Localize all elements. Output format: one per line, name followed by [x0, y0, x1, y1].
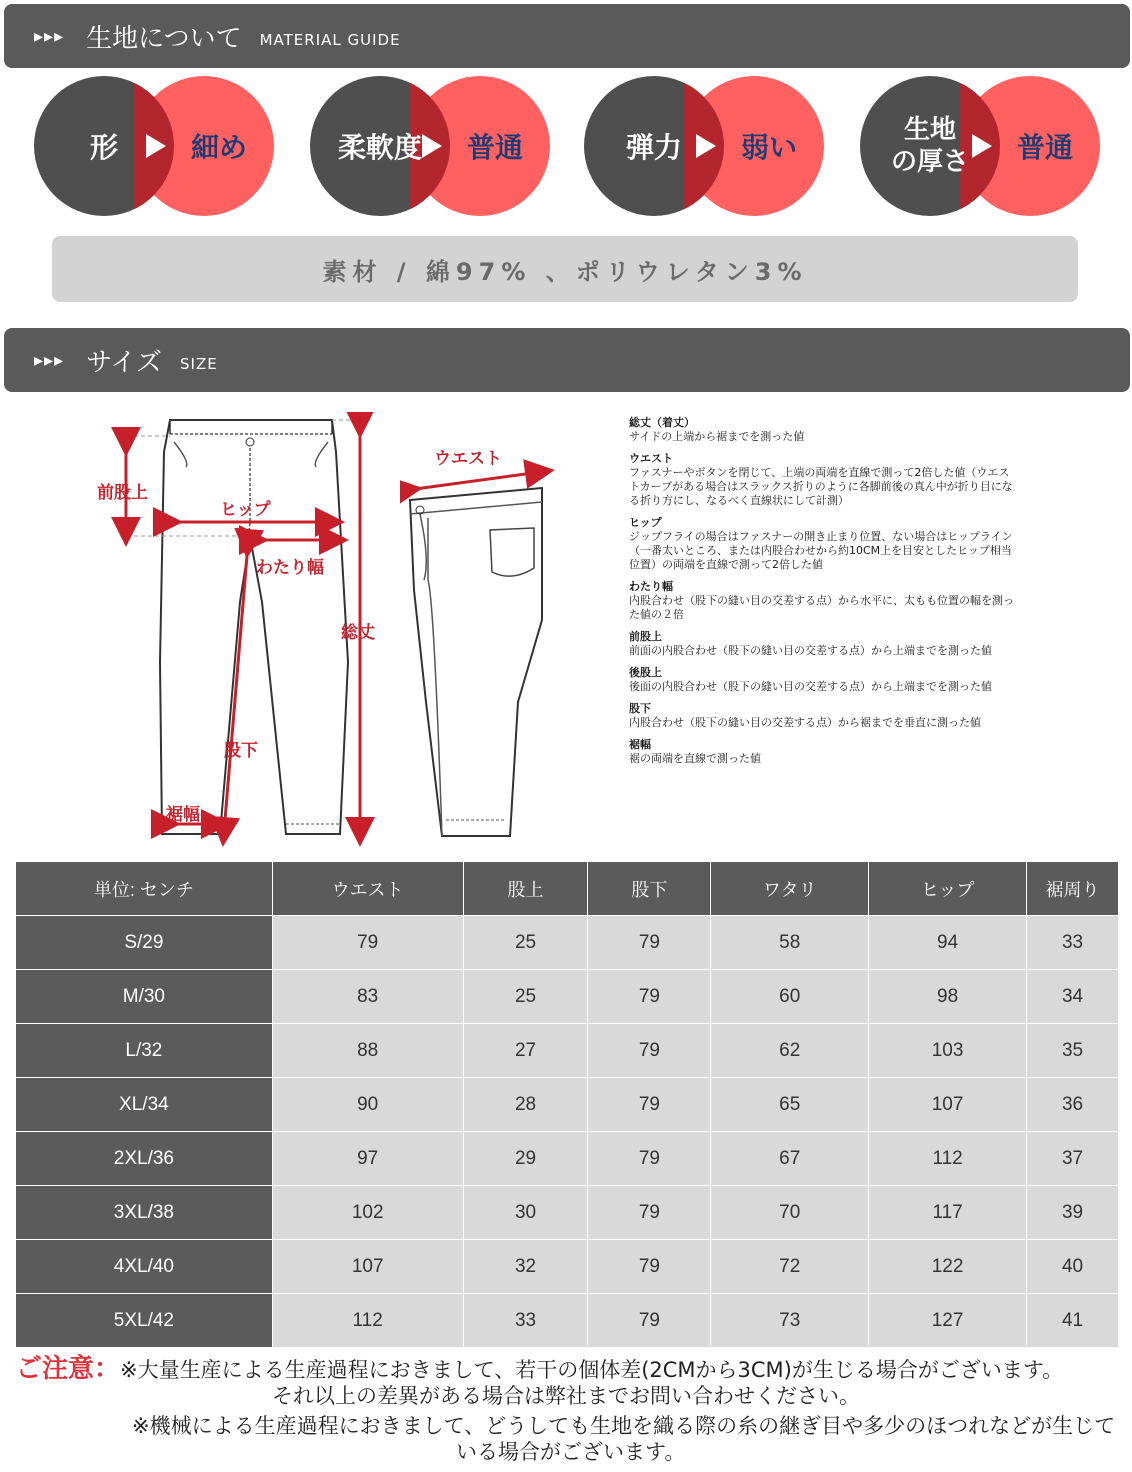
section-title: サイズ [86, 347, 163, 378]
definition-desc: 内股合わせ（股下の縫い目の交差する点）から裾までを垂直に測った値 [629, 716, 981, 729]
feature-value: 普通 [1016, 131, 1073, 164]
table-cell: 30 [463, 1186, 588, 1240]
table-cell: 32 [463, 1240, 588, 1294]
play-arrow-icon [972, 134, 992, 158]
definition-item [629, 580, 1019, 622]
side-pants-diagram [400, 440, 560, 845]
definition-item [629, 666, 1019, 694]
label-total-length: 総丈 [341, 623, 375, 643]
table-cell: 73 [711, 1294, 869, 1348]
table-cell: 36 [1027, 1078, 1119, 1132]
table-cell: 79 [588, 1078, 711, 1132]
definition-item [629, 452, 1019, 508]
table-cell: 79 [272, 916, 463, 970]
definition-item [629, 516, 1019, 572]
table-cell: 88 [272, 1024, 463, 1078]
table-cell: 103 [869, 1024, 1027, 1078]
table-cell: 107 [869, 1078, 1027, 1132]
column-header: 単位: センチ [16, 862, 273, 916]
column-header: 股下 [588, 862, 711, 916]
label-thigh: わたり幅 [256, 558, 324, 578]
notice-line: ※大量生産による生産過程におきまして、若干の個体差(2CMから3CM)が生じる場合がございます。 [120, 1358, 1064, 1382]
size-cell: XL/34 [16, 1078, 273, 1132]
column-header: ウエスト [272, 862, 463, 916]
size-cell: 2XL/36 [16, 1132, 273, 1186]
definition-term: 裾幅 [629, 738, 651, 751]
definition-item [629, 416, 1019, 444]
feature-value: 普通 [466, 131, 523, 164]
table-cell: 112 [869, 1132, 1027, 1186]
table-cell: 41 [1027, 1294, 1119, 1348]
table-row [16, 1132, 1119, 1186]
table-cell: 34 [1027, 970, 1119, 1024]
definition-term: ウエスト [629, 452, 673, 465]
table-row [16, 1240, 1119, 1294]
table-row [16, 1186, 1119, 1240]
triple-arrow-icon: ▸▸▸ [34, 349, 65, 371]
table-cell: 67 [711, 1132, 869, 1186]
definition-item [629, 738, 1019, 766]
notice-line: いる場合がございます。 [456, 1440, 686, 1464]
table-cell: 33 [1027, 916, 1119, 970]
feature-label-line1: 生地 [903, 115, 956, 145]
table-cell: 37 [1027, 1132, 1119, 1186]
feature-value: 細め [190, 131, 247, 164]
definition-desc: ファスナーやボタンを閉じて、上端の両端を直線で測って2倍した値（ウエストカーブがある場合はスラックス折りのように各脚前後の真ん中が折り目になる折り方にし、なるべく直線状にして計測） [629, 466, 1013, 507]
table-cell: 33 [463, 1294, 588, 1348]
size-cell: L/32 [16, 1024, 273, 1078]
material-composition: 素材 / 綿97% 、ポリウレタン3% [52, 236, 1078, 302]
label-inseam: 股下 [224, 741, 258, 761]
feature-label: 形 [89, 131, 118, 164]
table-cell: 79 [588, 1132, 711, 1186]
table-cell: 25 [463, 970, 588, 1024]
table-row [16, 1294, 1119, 1348]
table-cell: 40 [1027, 1240, 1119, 1294]
definition-desc: 前面の内股合わせ（股下の縫い目の交差する点）から上端までを測った値 [629, 644, 992, 657]
definition-term: 前股上 [629, 630, 662, 643]
table-cell: 28 [463, 1078, 588, 1132]
column-header: 裾周り [1027, 862, 1119, 916]
table-cell: 29 [463, 1132, 588, 1186]
table-cell: 117 [869, 1186, 1027, 1240]
table-cell: 79 [588, 916, 711, 970]
size-cell: M/30 [16, 970, 273, 1024]
label-hem: 裾幅 [166, 805, 200, 825]
table-cell: 72 [711, 1240, 869, 1294]
notice-line: ※機械による生産過程におきまして、どうしても生地を織る際の糸の継ぎ目や多少のほつれなどが生じて [132, 1414, 1116, 1438]
notice-line: それ以上の差異がある場合は弊社までお問い合わせください。 [272, 1384, 860, 1408]
label-front-rise: 前股上 [97, 483, 148, 503]
table-cell: 79 [588, 1186, 711, 1240]
definition-desc: ジップフライの場合はファスナーの開き止まり位置、ない場合はヒップライン（一番太いところ、または内股合わせから約10CM上を目安としたヒップ相当位置）の両端を直線で測って2倍した値 [629, 530, 1013, 571]
column-header: ワタリ [711, 862, 869, 916]
material-guide-header [4, 4, 1130, 68]
feature-value: 弱い [740, 131, 797, 164]
label-hip: ヒップ [220, 500, 271, 520]
column-header: 股上 [463, 862, 588, 916]
table-row [16, 970, 1119, 1024]
table-cell: 127 [869, 1294, 1027, 1348]
table-cell: 58 [711, 916, 869, 970]
table-cell: 102 [272, 1186, 463, 1240]
table-cell: 94 [869, 916, 1027, 970]
definition-desc: サイドの上端から裾までを測った値 [629, 430, 805, 443]
feature-shape [34, 76, 274, 216]
table-cell: 39 [1027, 1186, 1119, 1240]
definition-item [629, 630, 1019, 658]
definition-item [629, 702, 1019, 730]
table-row [16, 1078, 1119, 1132]
triple-arrow-icon: ▸▸▸ [34, 25, 65, 47]
definition-desc: 裾の両端を直線で測った値 [629, 752, 761, 765]
play-arrow-icon [696, 134, 716, 158]
table-cell: 107 [272, 1240, 463, 1294]
table-cell: 97 [272, 1132, 463, 1186]
table-row [16, 1024, 1119, 1078]
size-table [15, 861, 1119, 1348]
table-row [16, 916, 1119, 970]
table-cell: 25 [463, 916, 588, 970]
size-cell: 5XL/42 [16, 1294, 273, 1348]
feature-label-line2: の厚さ [890, 147, 969, 177]
notice-label: ご注意： [16, 1354, 121, 1384]
feature-thickness [860, 76, 1100, 216]
feature-elasticity [584, 76, 824, 216]
section-title: 生地について [86, 23, 242, 54]
table-cell: 79 [588, 1240, 711, 1294]
measurement-definitions [629, 416, 1019, 774]
table-cell: 90 [272, 1078, 463, 1132]
table-cell: 98 [869, 970, 1027, 1024]
table-header-row [16, 862, 1119, 916]
size-header [4, 328, 1130, 392]
label-waist: ウエスト [434, 449, 502, 469]
play-arrow-icon [422, 134, 442, 158]
column-header: ヒップ [869, 862, 1027, 916]
size-cell: 3XL/38 [16, 1186, 273, 1240]
table-cell: 79 [588, 1024, 711, 1078]
definition-term: わたり幅 [629, 580, 673, 593]
table-cell: 65 [711, 1078, 869, 1132]
feature-label: 弾力 [625, 131, 682, 164]
table-cell: 62 [711, 1024, 869, 1078]
table-cell: 27 [463, 1024, 588, 1078]
definition-term: ヒップ [629, 516, 662, 529]
definition-term: 後股上 [629, 666, 662, 679]
table-cell: 35 [1027, 1024, 1119, 1078]
section-subtitle: MATERIAL GUIDE [259, 31, 401, 49]
table-cell: 60 [711, 970, 869, 1024]
table-cell: 79 [588, 970, 711, 1024]
feature-softness [310, 76, 550, 216]
size-cell: S/29 [16, 916, 273, 970]
table-cell: 83 [272, 970, 463, 1024]
table-cell: 79 [588, 1294, 711, 1348]
play-arrow-icon [146, 134, 166, 158]
table-cell: 112 [272, 1294, 463, 1348]
definition-term: 総丈（着丈） [629, 416, 695, 429]
definition-desc: 内股合わせ（股下の縫い目の交差する点）から水平に、太もも位置の幅を測った値の２倍 [629, 594, 1014, 621]
notice-block [16, 1356, 1126, 1465]
definition-desc: 後面の内股合わせ（股下の縫い目の交差する点）から上端までを測った値 [629, 680, 992, 693]
feature-label: 柔軟度 [337, 131, 422, 164]
size-cell: 4XL/40 [16, 1240, 273, 1294]
definition-term: 股下 [629, 702, 651, 715]
table-cell: 70 [711, 1186, 869, 1240]
table-cell: 122 [869, 1240, 1027, 1294]
section-subtitle: SIZE [180, 355, 218, 373]
